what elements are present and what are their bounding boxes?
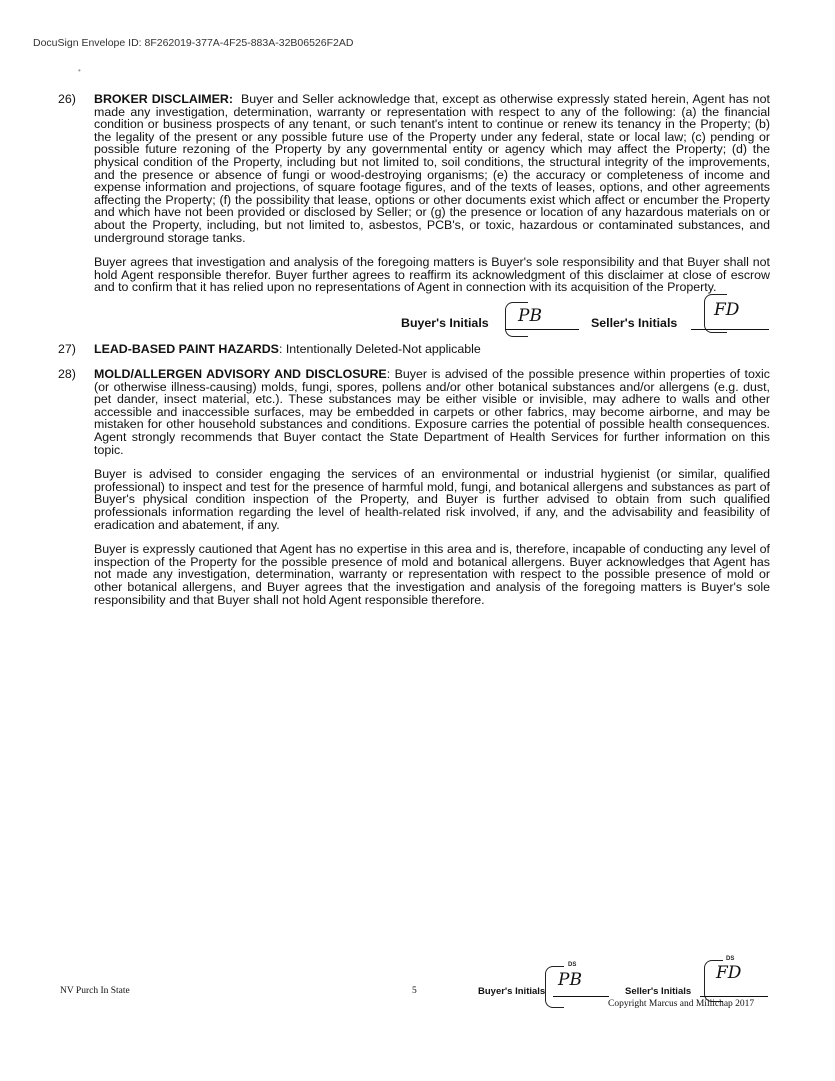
footer-copyright: Copyright Marcus and Millichap 2017 [608, 999, 755, 1009]
seller-initials-line [691, 329, 769, 330]
section-27 [58, 343, 770, 356]
docusign-tag: DS [568, 962, 577, 968]
footer-buyer-initials-signature: PB [558, 970, 582, 990]
buyer-initials-signature: PB [518, 306, 542, 326]
section-text: : Intentionally Deleted-Not applicable [278, 342, 481, 356]
footer-buyer-label: Buyer's Initials [478, 986, 546, 997]
buyer-initials-line [505, 329, 579, 330]
section-heading: LEAD-BASED PAINT HAZARDS [94, 342, 279, 356]
section-number: 28) [58, 367, 76, 381]
section-paragraph: Buyer agrees that investigation and analysis of the foregoing matters is Buyer's sole responsibility and that Buyer shall not hold Agent responsible therefor. Buyer further agrees to reaffirm its acknowledgment of this disclaimer at close of escrow and to confirm that it has relied upon no representations of Agent in connection with its acquisition of the Property. [94, 255, 770, 295]
section-number: 27) [58, 342, 76, 356]
section-28 [58, 368, 770, 618]
stray-mark: • [78, 66, 81, 75]
footer-seller-line [700, 996, 768, 997]
seller-initials-signature: FD [714, 300, 740, 320]
footer-form-name: NV Purch In State [60, 986, 130, 996]
section-paragraph: MOLD/ALLERGEN ADVISORY AND DISCLOSURE: Buyer is advised of the possible presence within properties of toxic (or otherwise illness-causing) molds, fungi, spores, pollens and/or other botanical substances and/or allergens (e.g. dust, pet dander, insect material, etc.). These substances may be either visible or invisible, may adhere to walls and other accessible and inaccessible surfaces, may be embedded in carpets or other fabrics, may become airborne, and may be mistaken for other household substances and conditions. Exposure carries the potential of possible health consequences. Agent strongly recommends that Buyer contact the State Department of Health Services for further information on this topic. [94, 367, 770, 457]
seller-initials-label: Seller's Initials [591, 316, 678, 330]
footer-seller-initials-signature: FD [716, 963, 742, 983]
footer-page-number: 5 [412, 986, 417, 996]
section-number: 26) [58, 92, 76, 106]
footer-seller-label: Seller's Initials [625, 986, 692, 997]
section-heading: MOLD/ALLERGEN ADVISORY AND DISCLOSURE [94, 367, 387, 381]
section-paragraph: Buyer is advised to consider engaging the services of an environmental or industrial hygienist (or similar, qualified professional) to inspect and test for the presence of harmful mold, fungi, and botanical allergens and substances as part of Buyer's physical condition inspection of the Property, and Buyer is further advised to obtain from such qualified professionals information regarding the level of health-related risk involved, if any, and the advisability and feasibility of eradication and abatement, if any. [94, 467, 770, 532]
section-26 [58, 93, 770, 306]
docusign-tag: DS [726, 956, 735, 962]
section-paragraph: BROKER DISCLAIMER: Buyer and Seller acknowledge that, except as otherwise expressly stated herein, Agent has not made any investigation, determination, warranty or representation with respect to any of the following: (a) the financial condition or business prospects of any tenant, or such tenant's intent to continue or renew its tenancy in the Property; (b) the legality of the present or any possible future use of the Property under any federal, state or local law; (c) pending or possible future rezoning of the Property by any governmental entity or agency which may affect the Property; (d) the physical condition of the Property, including but not limited to, soil conditions, the structural integrity of the improvements, and the presence or absence of fungi or wood-destroying organisms; (e) the accuracy or completeness of income and expense information and projections, of square footage figures, and of the texts of leases, options, and other agreements affecting the Property; (f) the possibility that lease, options or other documents exist which affect or encumber the Property and which have not been provided or disclosed by Seller; or (g) the presence or location of any hazardous materials on or about the Property, including, but not limited to, asbestos, PCB's, or toxic, hazardous or contaminated substances, and underground storage tanks. [94, 92, 770, 245]
footer-buyer-line [553, 996, 609, 997]
section-paragraph: Buyer is expressly cautioned that Agent has no expertise in this area and is, therefore, incapable of conducting any level of inspection of the Property for the possible presence of mold and botanical allergens. Buyer acknowledges that Agent has not made any investigation, determination, warranty or representation with respect to the possible presence of mold or other botanical allergens, and Buyer agrees that the investigation and analysis of the foregoing matters is Buyer's sole responsibility and that Buyer shall not hold Agent responsible therefore. [94, 542, 770, 607]
envelope-id: DocuSign Envelope ID: 8F262019-377A-4F25-883A-32B06526F2AD [33, 37, 354, 49]
section-heading: BROKER DISCLAIMER: [94, 92, 233, 106]
buyer-initials-label: Buyer's Initials [401, 316, 489, 330]
